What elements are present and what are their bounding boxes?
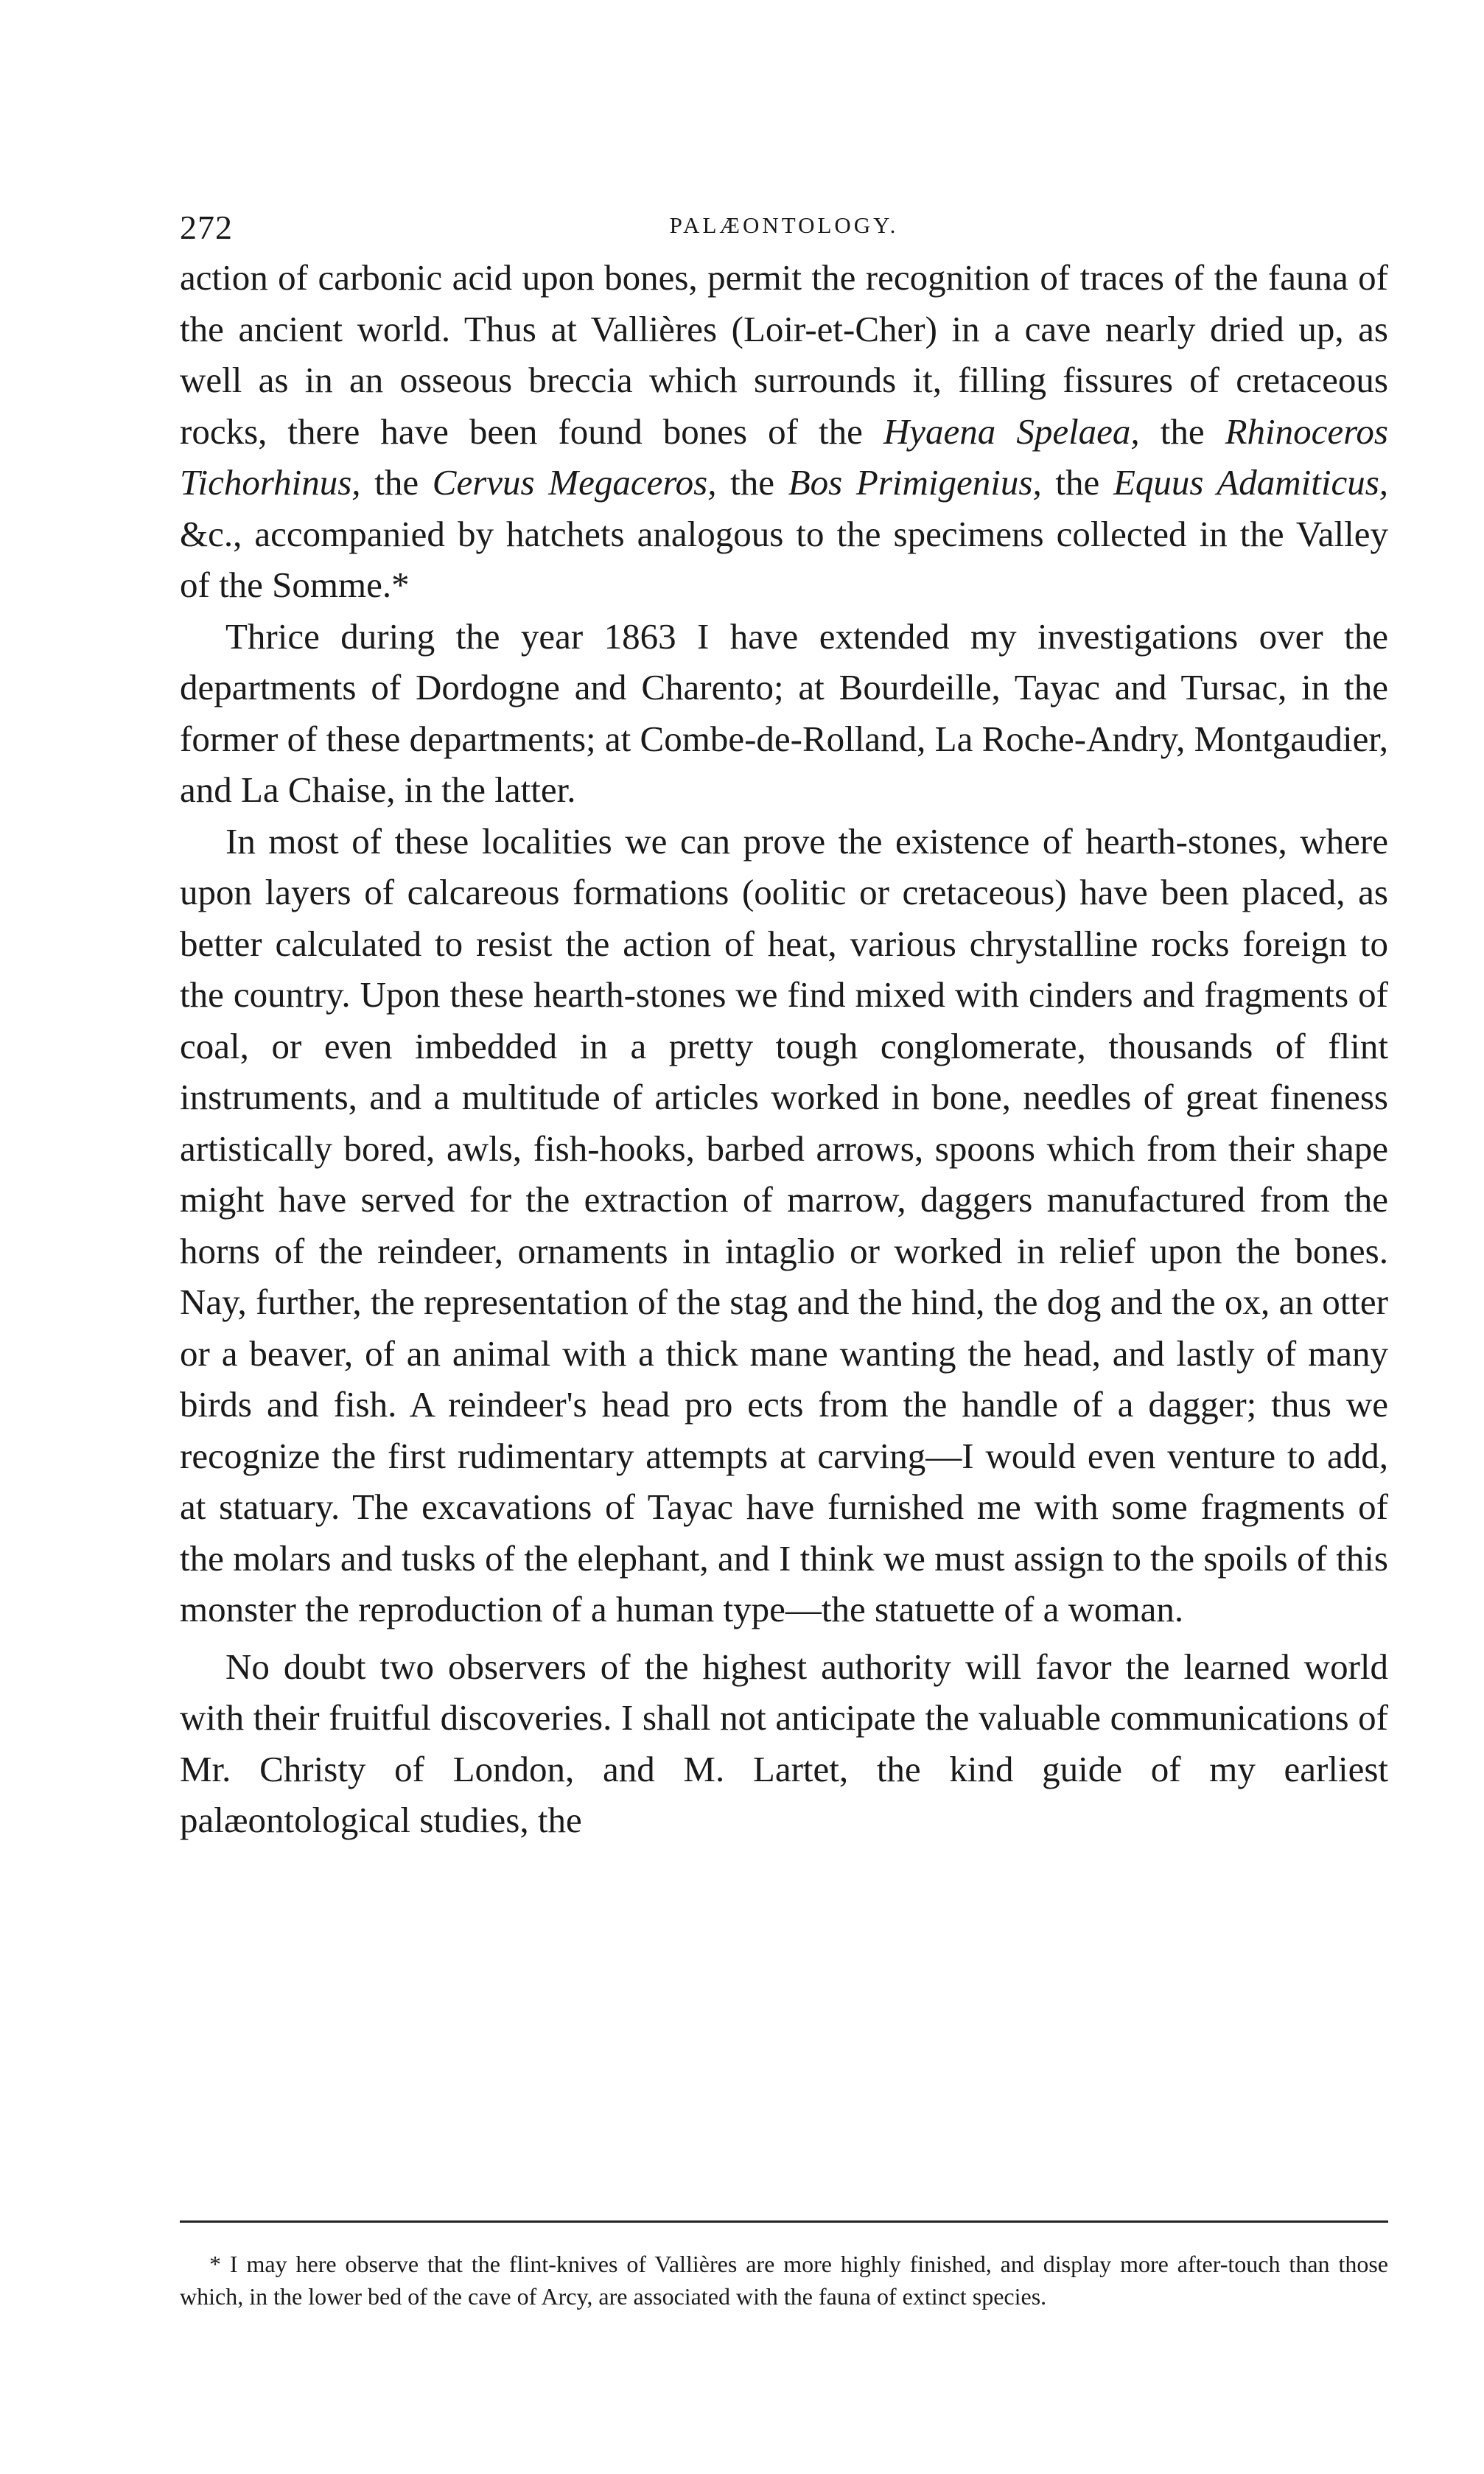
body-text (180, 252, 1388, 1846)
species-name: Cervus Megaceros, (432, 462, 717, 503)
page-number: 272 (180, 209, 233, 246)
species-name: Hyaena Spelaea, (883, 410, 1140, 452)
species-name: Rhinoceros Tichorhinus, (180, 410, 1388, 503)
species-name: Equus Adamiticus, (1113, 462, 1389, 503)
paragraph-4: No doubt two observers of the highest authority will favor the learned world with their fruitful discoveries. I shall not anticipate the valuable communications of Mr. Christy of London, and M. Lartet, the kind guide of my earliest palæontological studies, the (180, 1646, 1388, 1840)
species-name: Bos Primigenius, (788, 462, 1042, 503)
paragraph-3: In most of these localities we can prove the existence of hearth-stones, where upon layers of calcareous formations (oolitic or cretaceous) have been placed, as better calculated to resist the action of heat, various chrystalline rocks foreign to the country. Upon these hearth-stones we find mixed with cinders and fragments of coal, or even imbedded in a pretty tough conglomerate, thousands of flint instruments, and a multitude of articles worked in bone, needles of great fineness artistically bored, awls, fish-hooks, barbed arrows, spoons which from their shape might have served for the extraction of marrow, daggers manufactured from the horns of the reindeer, ornaments in intaglio or worked in relief upon the bones. Nay, further, the representation of the stag and the hind, the dog and the ox, an otter or a beaver, of an animal with a thick mane wanting the head, and lastly of many birds and fish. A reindeer's head pro ects from the handle of a dagger; thus we recognize the first rudimentary attempts at carving—I would even venture to add, at statuary. The excavations of Tayac have furnished me with some fragments of the molars and tusks of the elephant, and I think we must assign to the spoils of this monster the reproduction of a human type—the statuette of a woman. (180, 820, 1388, 1629)
footnote: * I may here observe that the flint-knives of Vallières are more highly finished, and display more after-touch than those which, in the lower bed of the cave of Arcy, are associated with the fauna of extinct species. (180, 2251, 1388, 2310)
footnote-rule (180, 2220, 1388, 2223)
paragraph-2: Thrice during the year 1863 I have extended my investigations over the departments of Dordogne and Charento; at Bourdeille, Tayac and Tursac, in the former of these departments; at Combe-de-Rolland, La Roche-Andry, Montgaudier, and La Chaise, in the latter. (180, 615, 1388, 810)
running-title: PALÆONTOLOGY. (669, 212, 899, 238)
running-head (180, 208, 1388, 252)
paragraph-1: action of carbonic acid upon bones, permit the recognition of traces of the fauna of the ancient world. Thus at Vallières (Loir-et-Cher) in a cave nearly dried up, as well as in an osseous breccia which surrounds it, filling fissures of cretaceous rocks, there have been found bones of the Hyaena Spelaea, the Rhinoceros Tichorhinus, the Cervus Megaceros, the Bos Primigenius, the Equus Adamiticus, &c., accompanied by hatchets analogous to the specimens collected in the Valley of the Somme.* (180, 257, 1389, 605)
